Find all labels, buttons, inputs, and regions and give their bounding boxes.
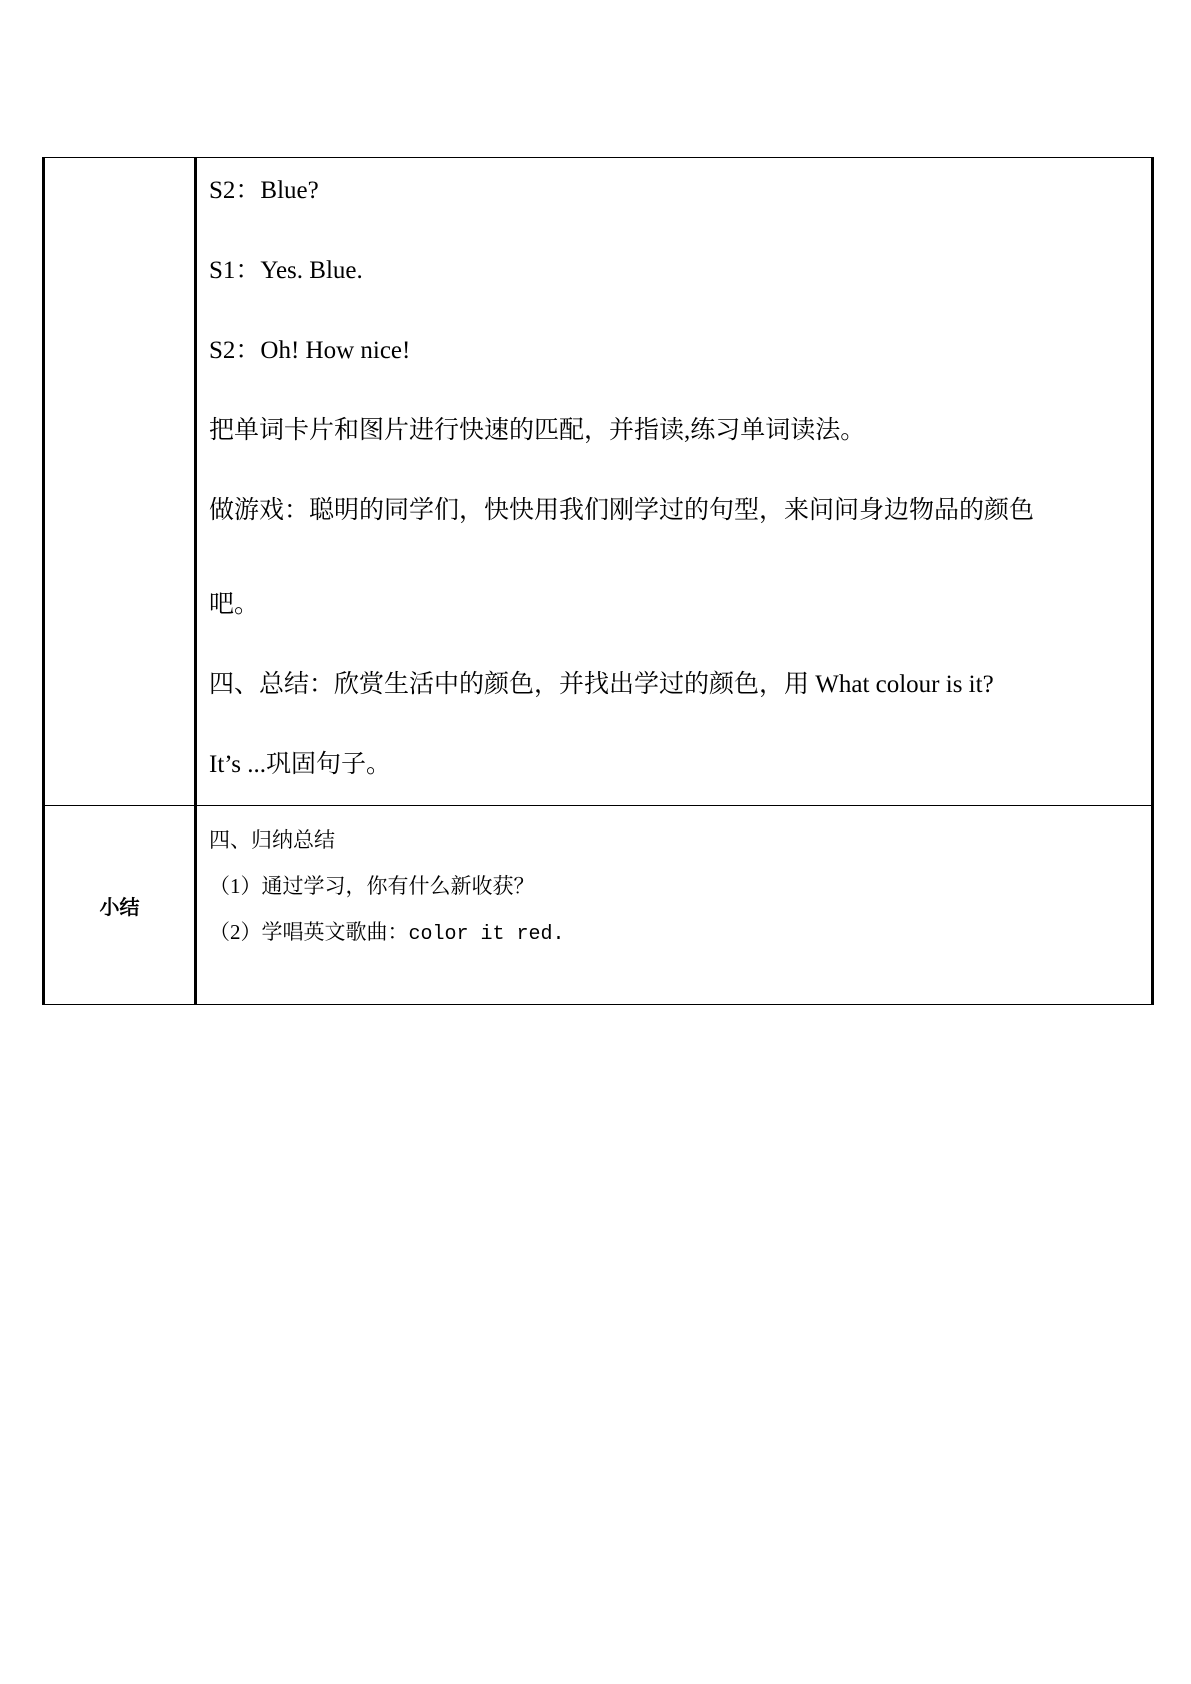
procedure-label-cell (44, 158, 196, 806)
summary-item-1: （1）通过学习，你有什么新收获？ (209, 874, 535, 898)
summary-label: 小结 (44, 806, 196, 1005)
activity-game: 做游戏：聪明的同学们，快快用我们刚学过的句型，来问问身边物品的颜色 (209, 497, 1035, 524)
summary-row (44, 806, 1153, 1005)
summary-step: 四、总结：欣赏生活中的颜色，并找出学过的颜色，用 What colour is it? (209, 671, 994, 698)
dialogue-line-s1-yes: S1：Yes. Blue. (209, 257, 363, 284)
lesson-plan-table (42, 157, 1154, 1005)
summary-content (197, 806, 1151, 944)
summary-item-2-song: color it red. (408, 923, 565, 946)
dialogue-line-s2-nice: S2：Oh! How nice! (209, 337, 411, 364)
activity-game-continued: 吧。 (209, 591, 260, 618)
procedure-content (197, 158, 1151, 780)
procedure-row (44, 158, 1153, 806)
summary-step-continued: It’s ...巩固句子。 (209, 751, 391, 778)
procedure-content-cell (196, 158, 1153, 806)
summary-item-2-prefix: （2）学唱英文歌曲： (209, 920, 409, 944)
summary-heading: 四、归纳总结 (209, 828, 335, 852)
summary-content-cell (196, 806, 1153, 1005)
summary-item-2 (209, 920, 1141, 944)
dialogue-line-s2-blue: S2：Blue? (209, 177, 319, 204)
activity-card-matching: 把单词卡片和图片进行快速的匹配，并指读,练习单词读法。 (209, 417, 866, 444)
